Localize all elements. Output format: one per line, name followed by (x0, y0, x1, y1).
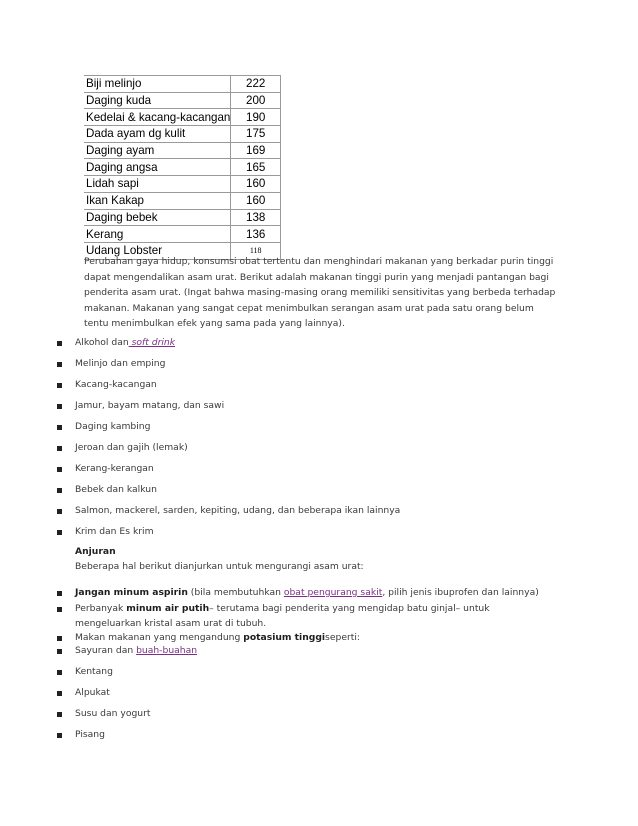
soft-drink-link[interactable]: soft drink (128, 337, 176, 348)
food-name-cell: Biji melinjo (84, 76, 231, 93)
purine-value-cell: 222 (231, 76, 281, 93)
bullet-square-icon (57, 404, 62, 409)
intro-line: Perubahan gaya hidup, konsumsi obat tertentu dan menghindari makanan yang berkadar purin tinggi (84, 256, 554, 267)
table-row (84, 209, 281, 226)
fruits-link[interactable]: buah-buahan (136, 645, 198, 656)
bullet-square-icon (57, 733, 62, 738)
table-row (84, 142, 281, 159)
bullet-square-icon (57, 362, 62, 367)
purine-value-cell: 118 (231, 242, 281, 259)
intro-paragraph (84, 254, 564, 332)
anjuran-intro: Beberapa hal berikut dianjurkan untuk mengurangi asam urat: (75, 561, 364, 572)
anjuran-heading: Anjuran (75, 546, 116, 557)
bullet-square-icon (57, 509, 62, 514)
intro-line: makanan. Makanan yang sangat cepat menimbulkan serangan asam urat pada satu orang belum (84, 302, 534, 314)
food-name-cell: Daging kuda (84, 92, 231, 109)
table-row (84, 192, 281, 209)
table-row (84, 109, 281, 126)
purine-value-cell: 175 (231, 126, 281, 143)
purine-value-cell: 165 (231, 159, 281, 176)
food-name-cell: Daging angsa (84, 159, 231, 176)
purine-value-cell: 136 (231, 226, 281, 243)
purine-value-cell: 200 (231, 92, 281, 109)
food-name-cell: Daging bebek (84, 209, 231, 226)
bullet-square-icon (57, 383, 62, 388)
bullet-square-icon (57, 591, 62, 596)
bullet-square-icon (57, 712, 62, 717)
food-name-cell: Kedelai & kacang-kacangan (86, 110, 231, 124)
purine-value-cell: 169 (231, 142, 281, 159)
table-row (84, 92, 281, 109)
intro-line: tentu menimbulkan efek yang sama pada yang lainnya). (84, 318, 345, 330)
table-row (84, 76, 281, 93)
food-name-cell: Udang Lobster (84, 242, 231, 259)
bullet-square-icon (57, 425, 62, 430)
purine-value-cell: 160 (231, 176, 281, 193)
bullet-square-icon (57, 649, 62, 654)
pain-reliever-link[interactable]: obat pengurang sakit (283, 587, 383, 598)
food-name-cell: Daging ayam (84, 142, 231, 159)
bullet-square-icon (57, 670, 62, 675)
bullet-square-icon (57, 341, 62, 346)
food-name-cell: Ikan Kakap (84, 192, 231, 209)
bullet-square-icon (57, 488, 62, 493)
purine-value-cell: 160 (231, 192, 281, 209)
purine-value-cell: 190 (231, 109, 281, 126)
bullet-square-icon (57, 446, 62, 451)
table-row (84, 159, 281, 176)
table-row (84, 226, 281, 243)
food-name-cell: Lidah sapi (84, 176, 231, 193)
food-name-cell: Dada ayam dg kulit (84, 126, 231, 143)
bullet-square-icon (57, 636, 62, 641)
bullet-square-icon (57, 530, 62, 535)
bullet-square-icon (57, 467, 62, 472)
bullet-square-icon (57, 607, 62, 612)
table-row (84, 126, 281, 143)
purine-table (84, 75, 281, 260)
bullet-square-icon (57, 691, 62, 696)
intro-line: penderita asam urat. (Ingat bahwa masing-masing orang memiliki sensitivitas yang berbeda terhadap (84, 287, 556, 299)
intro-line: dapat mengendalikan asam urat. Berikut adalah makanan tinggi purin yang menjadi pantangan bagi (84, 271, 549, 283)
food-name-cell: Kerang (84, 226, 231, 243)
purine-value-cell: 138 (231, 209, 281, 226)
table-row (84, 176, 281, 193)
list-item-continuation: mengeluarkan kristal asam urat di tubuh. (75, 618, 267, 629)
